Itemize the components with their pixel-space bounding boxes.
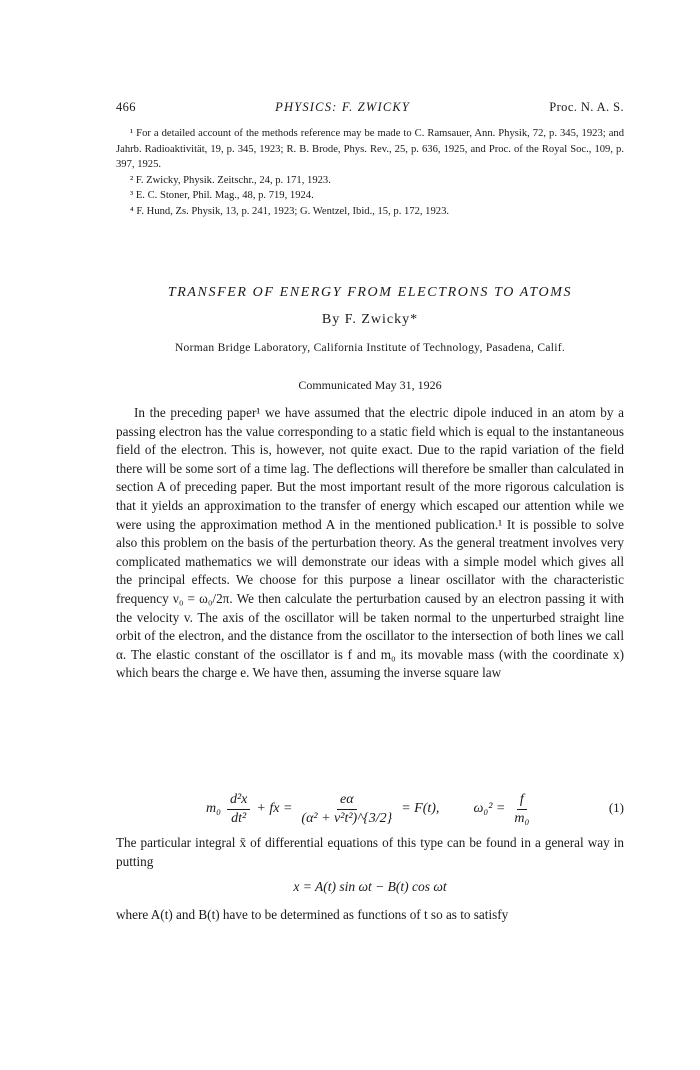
footnote-3: ³ E. C. Stoner, Phil. Mag., 48, p. 719, 1924. xyxy=(130,190,314,201)
body-paragraph-2 xyxy=(116,834,624,871)
page-number: 466 xyxy=(116,100,136,114)
communicated-date: Communicated May 31, 1926 xyxy=(298,378,442,392)
eq-mass: m₀ xyxy=(206,801,221,816)
eq-omega-numerator: f xyxy=(517,791,527,810)
eq-omega-fraction xyxy=(511,791,532,828)
eq-dt2: dt² xyxy=(231,810,247,826)
eq-force-numerator: eα xyxy=(337,791,357,810)
equation-number: (1) xyxy=(608,800,624,815)
article-title: TRANSFER OF ENERGY FROM ELECTRONS TO ATOMS xyxy=(167,285,573,300)
footnote-2: ² F. Zwicky, Physik. Zeitschr., 24, p. 171, 1923. xyxy=(130,174,331,186)
equation-1-body xyxy=(206,787,532,831)
body-paragraph-3: where A(t) and B(t) have to be determined as functions of t so as to satisfy xyxy=(116,907,509,922)
paragraph-text: The particular integral x̄ of differential equations of this type can be found in a general way in putting xyxy=(116,835,624,869)
author-byline: By F. Zwicky* xyxy=(321,312,419,327)
eq-plus-fx: + fx = xyxy=(256,801,293,816)
equation-1 xyxy=(116,787,624,831)
paragraph-text: In the preceding paper¹ we have assumed that the electric dipole induced in an atom by a passing electron has the value corresponding to a static field which is equal to the instantaneous field of the electron. This is, however, not quite exact. Due to the rapid variation of the field there will be some sort of a time lag. The deflections will therefore be smaller than calculated in section A of preceding paper. But the most important result of the more rigorous calculation is that it yields an approximation to the transfer of energy which escaped our attention while we were using the approximation method A in the mentioned publication.¹ It is possible to solve also this problem on the basis of the perturbation theory. As the general treatment involves very complicated mathematics we will demonstrate our ideas with a simple model which gives all the principal effects. We choose for this purpose a linear oscillator with the characteristic frequency ν₀ = ω₀/2π. We then calculate the perturbation caused by an electron passing it with the velocity v. The axis of the oscillator will be taken normal to the unperturbed straight line orbit of the electron, and the distance from the oscillator to the intersection of both lines we call α. The elastic constant of the oscillator is f and m₀ its movable mass (with the coordinate x) which bears the charge e. We have then, assuming the inverse square law xyxy=(116,405,624,681)
eq-omega-denominator: m₀ xyxy=(514,810,530,826)
running-head-title: PHYSICS: F. ZWICKY xyxy=(275,100,411,114)
footnote-1: ¹ For a detailed account of the methods reference may be made to C. Ramsauer, Ann. Physik, 72, p. 345, 1923; and Jahrb. Radioaktivität, 19, p. 345, 1923; R. B. Brode, Phys. Rev., 25, p. 636, 1925, and Proc. of the Royal Soc., 109, p. 397, 1925. xyxy=(116,128,624,170)
body-paragraph-1 xyxy=(116,404,624,683)
equation-2: x = A(t) sin ωt − B(t) cos ωt xyxy=(293,879,447,894)
running-head xyxy=(116,100,624,115)
footnotes-previous-article xyxy=(116,126,624,219)
eq-force-tail: = F(t), xyxy=(401,801,440,816)
author-affiliation: Norman Bridge Laboratory, California Institute of Technology, Pasadena, Calif. xyxy=(174,342,566,354)
footnote-4: ⁴ F. Hund, Zs. Physik, 13, p. 241, 1923; G. Wentzel, Ibid., 15, p. 172, 1923. xyxy=(130,205,450,217)
journal-abbreviation: Proc. N. A. S. xyxy=(549,100,624,114)
eq-second-derivative xyxy=(227,791,250,828)
eq-force-fraction xyxy=(298,791,395,828)
eq-force-denominator: (α² + v²t²)^{3/2} xyxy=(301,810,393,826)
eq-d2x: d²x xyxy=(227,791,250,810)
eq-omega: ω₀² = xyxy=(473,801,506,816)
